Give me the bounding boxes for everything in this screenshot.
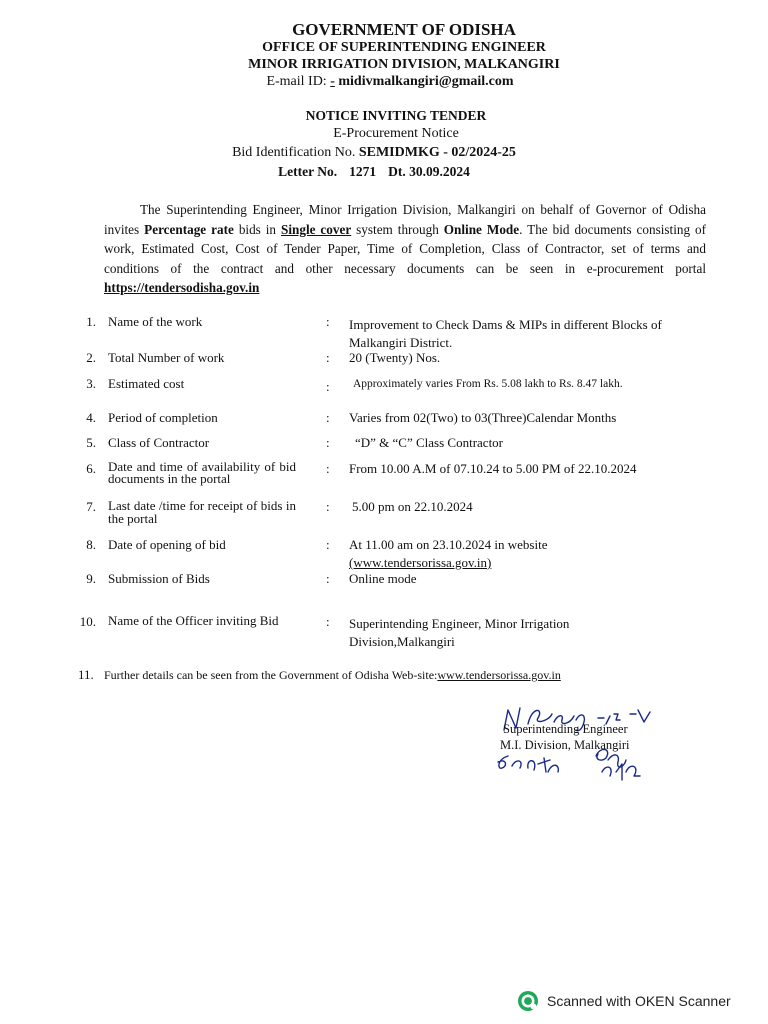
item-colon: : [326,461,330,476]
item-number: 4. [86,410,96,425]
further-details-website-link[interactable]: www.tendersorissa.gov.in [437,668,561,682]
signatory-title: Superintending Engineer [503,722,628,736]
email-address: midivmalkangiri@gmail.com [338,74,514,89]
item-label: Period of completion [108,410,218,425]
notice-title: NOTICE INVITING TENDER [305,108,487,123]
item-number: 2. [86,350,96,365]
further-details-text: Further details can be seen from the Government of Odisha Web-site: [104,668,438,682]
item-value: Superintending Engineer, Minor Irrigation Division,Malkangiri [349,616,570,649]
item-number: 6. [86,461,96,476]
further-details-note [78,667,561,683]
intro-text-3: system through [356,221,439,237]
item-colon: : [326,379,330,394]
portal-link[interactable]: https://tendersodisha.gov.in [104,280,260,295]
item-colon: : [326,614,330,629]
item-label: Estimated cost [108,376,185,391]
item-number: 8. [86,537,96,552]
scanner-watermark [517,990,731,1012]
opening-text: At 11.00 am on 23.10.2024 in website [349,537,548,552]
oken-scanner-logo-icon [517,990,539,1012]
government-heading: GOVERNMENT OF ODISHA [292,20,516,39]
item-value: 20 (Twenty) Nos. [349,350,441,365]
item-value: 5.00 pm on 22.10.2024 [352,499,473,514]
item-label: Date of opening of bid [108,537,226,552]
letter-date: Dt. 30.09.2024 [388,164,470,179]
item-value: From 10.00 A.M of 07.10.24 to 5.00 PM of 22.10.2024 [349,461,637,476]
item-value: “D” & “C” Class Contractor [355,435,504,450]
item-label: Total Number of work [108,350,225,365]
item-number: 9. [86,571,96,586]
intro-text-2: bids in [238,221,277,237]
item-value [349,536,709,572]
item-number: 1. [86,314,96,329]
item-value: Approximately varies From Rs. 5.08 lakh to Rs. 8.47 lakh. [353,378,623,390]
division-heading: MINOR IRRIGATION DIVISION, MALKANGIRI [248,57,560,72]
item-label: Last date /time for receipt of bids in the portal [108,498,296,526]
item-colon: : [326,410,330,425]
intro-text-1: The Superintending Engineer, Minor Irrigation Division, Malkangiri on behalf of Governor of Odisha invites [104,202,706,237]
intro-percentage-rate: Percentage rate [144,221,234,237]
bid-label: Bid Identification No. [232,145,356,160]
item-label: Date and time of availability of bid documents in the portal [108,459,296,486]
item-colon: : [326,499,330,514]
item-colon: : [326,537,330,552]
signatory-division: M.I. Division, Malkangiri [500,738,630,752]
item-label: Name of the work [108,314,203,329]
intro-single-cover: Single cover [281,221,352,237]
item-number: 3. [86,376,96,391]
office-heading: OFFICE OF SUPERINTENDING ENGINEER [262,40,546,55]
item-value: Varies from 02(Two) to 03(Three)Calendar Months [349,410,617,425]
intro-online-mode: Online Mode [443,221,520,237]
item-number: 7. [86,499,96,514]
item-colon: : [326,435,330,450]
item-colon: : [326,571,330,586]
scanner-text: Scanned with OKEN Scanner [547,993,731,1009]
item-value: Improvement to Check Dams & MIPs in different Blocks of Malkangiri District. [349,317,662,350]
letter-number: 1271 [349,164,377,179]
opening-website-link[interactable]: (www.tendersorissa.gov.in) [349,555,492,570]
item-colon: : [326,314,330,329]
bid-number: SEMIDMKG - 02/2024-25 [358,145,516,160]
item-label: Name of the Officer inviting Bid [108,613,279,628]
item-number: 11. [78,667,94,682]
item-number: 10. [79,614,96,629]
item-number: 5. [86,435,96,450]
item-colon: : [326,350,330,365]
email-label: E-mail ID: [266,74,327,89]
letter-label: Letter No. [278,164,338,179]
item-value: Online mode [349,571,417,586]
item-label: Class of Contractor [108,435,210,450]
email-dash: - [330,74,335,89]
intro-text-4: . The bid documents consisting of work, Estimated Cost, Cost of Tender Paper, Time of Completion, Class of Contractor, set of terms and conditions of the contract and other necessary documents can be seen in e-procurement portal [104,221,707,276]
item-label: Submission of Bids [108,571,210,586]
notice-subtitle: E-Procurement Notice [333,126,459,141]
